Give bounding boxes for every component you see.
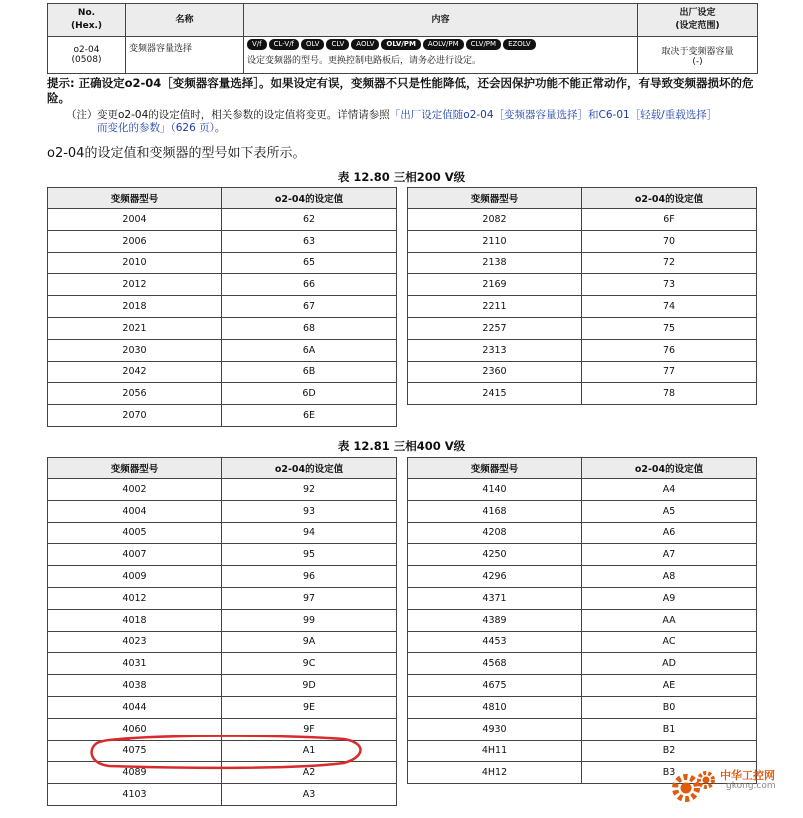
param-name: 变频器容量选择	[126, 37, 244, 74]
model-cell: 4038	[48, 675, 222, 697]
model-cell: 4018	[48, 609, 222, 631]
model-cell: 2070	[48, 405, 222, 427]
table-row	[48, 544, 397, 566]
table-row	[48, 631, 397, 653]
control-mode-badges	[244, 39, 637, 50]
model-cell: 2360	[408, 361, 582, 383]
table-row	[408, 296, 757, 318]
model-cell: 2042	[48, 361, 222, 383]
table-row	[48, 500, 397, 522]
model-cell: 2257	[408, 317, 582, 339]
table-row	[48, 317, 397, 339]
col-model: 变频器型号	[48, 188, 222, 209]
model-cell: 2110	[408, 230, 582, 252]
value-cell: 75	[582, 317, 757, 339]
col-model: 变频器型号	[48, 458, 222, 479]
gear-icon	[668, 762, 723, 810]
value-cell: B0	[582, 696, 757, 718]
parameter-table	[47, 3, 758, 74]
model-cell: 4002	[48, 479, 222, 501]
param-no: o2-04 (0508)	[48, 37, 126, 74]
table-row	[48, 587, 397, 609]
model-cell: 2415	[408, 383, 582, 405]
model-cell: 2010	[48, 252, 222, 274]
col-value: o2-04的设定值	[582, 458, 757, 479]
control-mode-badge: CLV	[326, 39, 349, 50]
table-row	[48, 479, 397, 501]
value-cell: 9F	[222, 718, 397, 740]
value-cell: 9A	[222, 631, 397, 653]
value-cell: 76	[582, 339, 757, 361]
header-content: 内容	[244, 4, 638, 37]
value-cell: A1	[222, 740, 397, 762]
table-row	[48, 274, 397, 296]
value-cell: 6D	[222, 383, 397, 405]
model-cell: 4103	[48, 784, 222, 806]
model-cell: 4675	[408, 675, 582, 697]
model-cell: 4044	[48, 696, 222, 718]
model-cell: 4089	[48, 762, 222, 784]
model-cell: 2138	[408, 252, 582, 274]
table-row	[48, 653, 397, 675]
param-default: 取决于变频器容量 (-)	[638, 37, 758, 74]
value-cell: 66	[222, 274, 397, 296]
model-cell: 4296	[408, 566, 582, 588]
model-cell: 4009	[48, 566, 222, 588]
value-cell: B3	[582, 762, 757, 784]
value-cell: 77	[582, 361, 757, 383]
table-row	[48, 252, 397, 274]
model-cell: 2006	[48, 230, 222, 252]
control-mode-badge: CL-V/f	[269, 39, 299, 50]
control-mode-badge: AOLV/PM	[423, 39, 464, 50]
table-row	[408, 479, 757, 501]
model-cell: 4250	[408, 544, 582, 566]
model-cell: 4H12	[408, 762, 582, 784]
note-label: （注）	[66, 109, 98, 121]
table-row	[408, 609, 757, 631]
model-cell: 4568	[408, 653, 582, 675]
value-cell: 74	[582, 296, 757, 318]
model-cell: 4031	[48, 653, 222, 675]
value-cell: 94	[222, 522, 397, 544]
value-cell: 9C	[222, 653, 397, 675]
highlight-stroke	[92, 736, 361, 768]
model-cell: 4208	[408, 522, 582, 544]
table-row	[408, 383, 757, 405]
table-row	[408, 500, 757, 522]
header-default: 出厂设定 (设定范围)	[638, 4, 758, 37]
table-row	[408, 696, 757, 718]
table-row	[48, 566, 397, 588]
model-cell: 2004	[48, 209, 222, 231]
value-cell: 70	[582, 230, 757, 252]
model-cell: 4005	[48, 522, 222, 544]
value-cell: 96	[222, 566, 397, 588]
col-model: 变频器型号	[408, 188, 582, 209]
value-cell: 63	[222, 230, 397, 252]
model-cell: 4453	[408, 631, 582, 653]
table-row	[408, 252, 757, 274]
model-cell: 4023	[48, 631, 222, 653]
value-cell: AD	[582, 653, 757, 675]
table-row	[408, 339, 757, 361]
table-row	[48, 675, 397, 697]
model-cell: 4371	[408, 587, 582, 609]
highlight-annotation	[89, 735, 364, 770]
value-cell: 6A	[222, 339, 397, 361]
reference-link-line1[interactable]: 「出厂设定值随o2-04［变频器容量选择］和C6-01［轻载/重载选择］	[389, 109, 718, 121]
value-cell: A8	[582, 566, 757, 588]
value-cell: 9E	[222, 696, 397, 718]
model-cell: 4075	[48, 740, 222, 762]
model-cell: 4012	[48, 587, 222, 609]
value-cell: A9	[582, 587, 757, 609]
value-cell: 68	[222, 317, 397, 339]
value-cell: A2	[222, 762, 397, 784]
table-row	[48, 784, 397, 806]
model-cell: 2211	[408, 296, 582, 318]
model-cell: 2012	[48, 274, 222, 296]
control-mode-badge: V/f	[247, 39, 267, 50]
value-cell: AA	[582, 609, 757, 631]
value-cell: 72	[582, 252, 757, 274]
table-200-caption: 表 12.80 三相200 V级	[337, 170, 466, 184]
header-no: No. (Hex.)	[48, 4, 126, 37]
model-cell: 4H11	[408, 740, 582, 762]
col-model: 变频器型号	[408, 458, 582, 479]
watermark-title: 中华工控网	[720, 769, 775, 782]
table-row	[48, 361, 397, 383]
value-cell: A3	[222, 784, 397, 806]
value-cell: A5	[582, 500, 757, 522]
table-row	[48, 522, 397, 544]
value-cell: 6F	[582, 209, 757, 231]
watermark-url: gkong.com	[726, 781, 776, 791]
value-cell: AC	[582, 631, 757, 653]
model-cell: 4140	[408, 479, 582, 501]
table-row	[48, 696, 397, 718]
param-content	[244, 37, 638, 74]
col-value: o2-04的设定值	[582, 188, 757, 209]
table-row	[48, 296, 397, 318]
table-row	[408, 587, 757, 609]
table-row	[408, 522, 757, 544]
table-row	[408, 653, 757, 675]
note-paragraph	[66, 109, 756, 135]
table-row	[48, 209, 397, 231]
table-row	[408, 209, 757, 231]
control-mode-badge: OLV	[301, 39, 324, 50]
value-cell: A7	[582, 544, 757, 566]
model-cell: 2169	[408, 274, 582, 296]
warning-text: 提示: 正确设定o2-04［变频器容量选择］。如果设定有误，变频器不只是性能降低，还会因保护功能不能正常动作，有导致变频器损坏的危险。	[47, 76, 754, 105]
table-row	[408, 361, 757, 383]
control-mode-badge: OLV/PM	[381, 39, 421, 50]
model-cell: 4810	[408, 696, 582, 718]
table-row	[408, 566, 757, 588]
model-cell: 2030	[48, 339, 222, 361]
model-cell: 2018	[48, 296, 222, 318]
table-row	[408, 740, 757, 762]
value-cell: B2	[582, 740, 757, 762]
model-cell: 2021	[48, 317, 222, 339]
table-row	[48, 383, 397, 405]
col-value: o2-04的设定值	[222, 188, 397, 209]
table-row	[408, 631, 757, 653]
table-row	[48, 405, 397, 427]
model-cell: 2313	[408, 339, 582, 361]
value-cell: 9D	[222, 675, 397, 697]
table-row	[408, 544, 757, 566]
intro-text: o2-04的设定值和变频器的型号如下表所示。	[47, 146, 306, 161]
model-cell: 4930	[408, 718, 582, 740]
value-cell: A4	[582, 479, 757, 501]
table-row	[408, 230, 757, 252]
model-cell: 4389	[408, 609, 582, 631]
value-cell: 67	[222, 296, 397, 318]
table-row	[408, 274, 757, 296]
table-row	[408, 317, 757, 339]
control-mode-badge: EZOLV	[503, 39, 536, 50]
value-cell: AE	[582, 675, 757, 697]
value-cell: 65	[222, 252, 397, 274]
value-cell: 78	[582, 383, 757, 405]
value-cell: 95	[222, 544, 397, 566]
value-cell: 92	[222, 479, 397, 501]
model-cell: 4007	[48, 544, 222, 566]
value-cell: 6E	[222, 405, 397, 427]
model-cell: 4004	[48, 500, 222, 522]
table-row	[408, 718, 757, 740]
table-row	[408, 675, 757, 697]
control-mode-badge: AOLV	[351, 39, 379, 50]
table-200-right	[407, 187, 757, 405]
model-cell: 2056	[48, 383, 222, 405]
table-400-right	[407, 457, 757, 784]
value-cell: 62	[222, 209, 397, 231]
value-cell: B1	[582, 718, 757, 740]
value-cell: 6B	[222, 361, 397, 383]
table-row	[48, 339, 397, 361]
param-description: 设定变频器的型号。更换控制电路板后，请务必进行设定。	[247, 56, 482, 66]
model-cell: 4168	[408, 500, 582, 522]
model-cell: 2082	[408, 209, 582, 231]
note-end: 。	[214, 122, 226, 134]
model-cell: 4060	[48, 718, 222, 740]
table-400-caption: 表 12.81 三相400 V级	[337, 439, 466, 453]
table-200-left	[47, 187, 397, 427]
note-text: 变更o2-04的设定值时，相关参数的设定值将变更。详情请参照	[97, 109, 390, 121]
reference-link-line2[interactable]: 而变化的参数」（626 页）	[97, 122, 215, 134]
control-mode-badge: CLV/PM	[466, 39, 501, 50]
value-cell: 93	[222, 500, 397, 522]
table-row	[48, 230, 397, 252]
col-value: o2-04的设定值	[222, 458, 397, 479]
value-cell: 99	[222, 609, 397, 631]
table-row	[48, 609, 397, 631]
value-cell: 73	[582, 274, 757, 296]
watermark-logo	[668, 762, 798, 812]
value-cell: A6	[582, 522, 757, 544]
header-name: 名称	[126, 4, 244, 37]
value-cell: 97	[222, 587, 397, 609]
